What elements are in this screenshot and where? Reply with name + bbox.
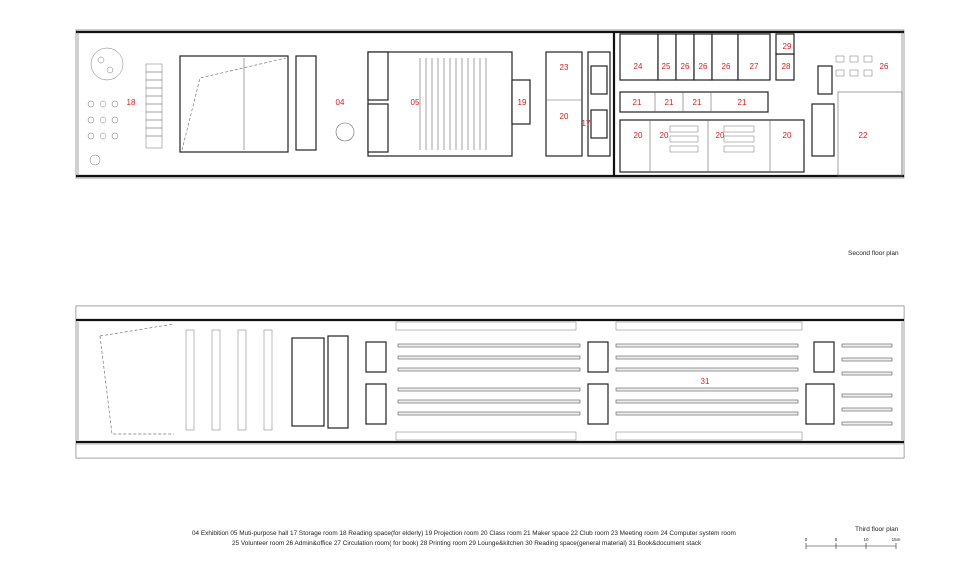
third-void <box>292 338 324 426</box>
third-core-west <box>366 342 386 372</box>
south-louvres <box>76 444 904 458</box>
second-floor-title: Second floor plan <box>848 250 899 257</box>
scale-bar <box>805 537 901 549</box>
room-number: 18 <box>126 98 136 107</box>
elderly-reading-area <box>88 48 162 165</box>
room-number: 20 <box>633 131 643 140</box>
room-number: 05 <box>410 98 420 107</box>
third-core-east <box>814 342 834 372</box>
scale-tick-label: 5 <box>834 537 838 542</box>
third-floor-title: Third floor plan <box>855 526 899 533</box>
legend-line-2: 25 Volunteer room 26 Admin&office 27 Circulation room( for book) 28 Printing room 29 Lounge&kitchen 30 Reading space(general material) 31 Book&document stack <box>232 540 702 547</box>
room-number: 26 <box>721 62 731 71</box>
room-number: 29 <box>782 42 792 51</box>
north-louvres <box>76 306 904 320</box>
room-number: 31 <box>700 377 710 386</box>
room-number: 24 <box>633 62 643 71</box>
room-number: 20 <box>559 112 569 121</box>
room-number: 25 <box>661 62 671 71</box>
third-core-mid <box>588 342 608 372</box>
scale-tick-label: 15m <box>891 537 901 542</box>
spiral-stair <box>336 123 354 141</box>
scale-tick-label: 0 <box>804 537 808 542</box>
exhibition-void <box>180 56 288 152</box>
room-number: 19 <box>517 98 527 107</box>
toilet-block <box>296 56 316 150</box>
room-number: 21 <box>664 98 674 107</box>
room-number: 20 <box>659 131 669 140</box>
room-number: 26 <box>879 62 889 71</box>
room-number: 21 <box>692 98 702 107</box>
room-number: 17 <box>581 119 591 128</box>
room-number: 20 <box>782 131 792 140</box>
second-floor-plan <box>76 30 904 178</box>
third-floor-plan <box>76 306 904 458</box>
room-number: 27 <box>749 62 759 71</box>
room-number: 26 <box>698 62 708 71</box>
multi-purpose-hall <box>368 52 512 156</box>
room-number: 23 <box>559 63 569 72</box>
third-toilets <box>328 336 348 428</box>
room-number: 26 <box>680 62 690 71</box>
room-number: 22 <box>858 131 868 140</box>
room-number: 21 <box>632 98 642 107</box>
legend-line-1: 04 Exhibition 05 Muti-purpose hall 17 Storage room 18 Reading space(for elderly) 19 Projection room 20 Class room 21 Maker space 22 Club room 23 Meeting room 24 Computer system room <box>192 530 736 537</box>
scale-tick-label: 10 <box>863 537 869 542</box>
study-tables <box>186 330 272 430</box>
right-wing-rooms <box>614 32 902 176</box>
room-number: 04 <box>335 98 345 107</box>
room-number: 28 <box>781 62 791 71</box>
room-number: 20 <box>715 131 725 140</box>
room-number: 21 <box>737 98 747 107</box>
